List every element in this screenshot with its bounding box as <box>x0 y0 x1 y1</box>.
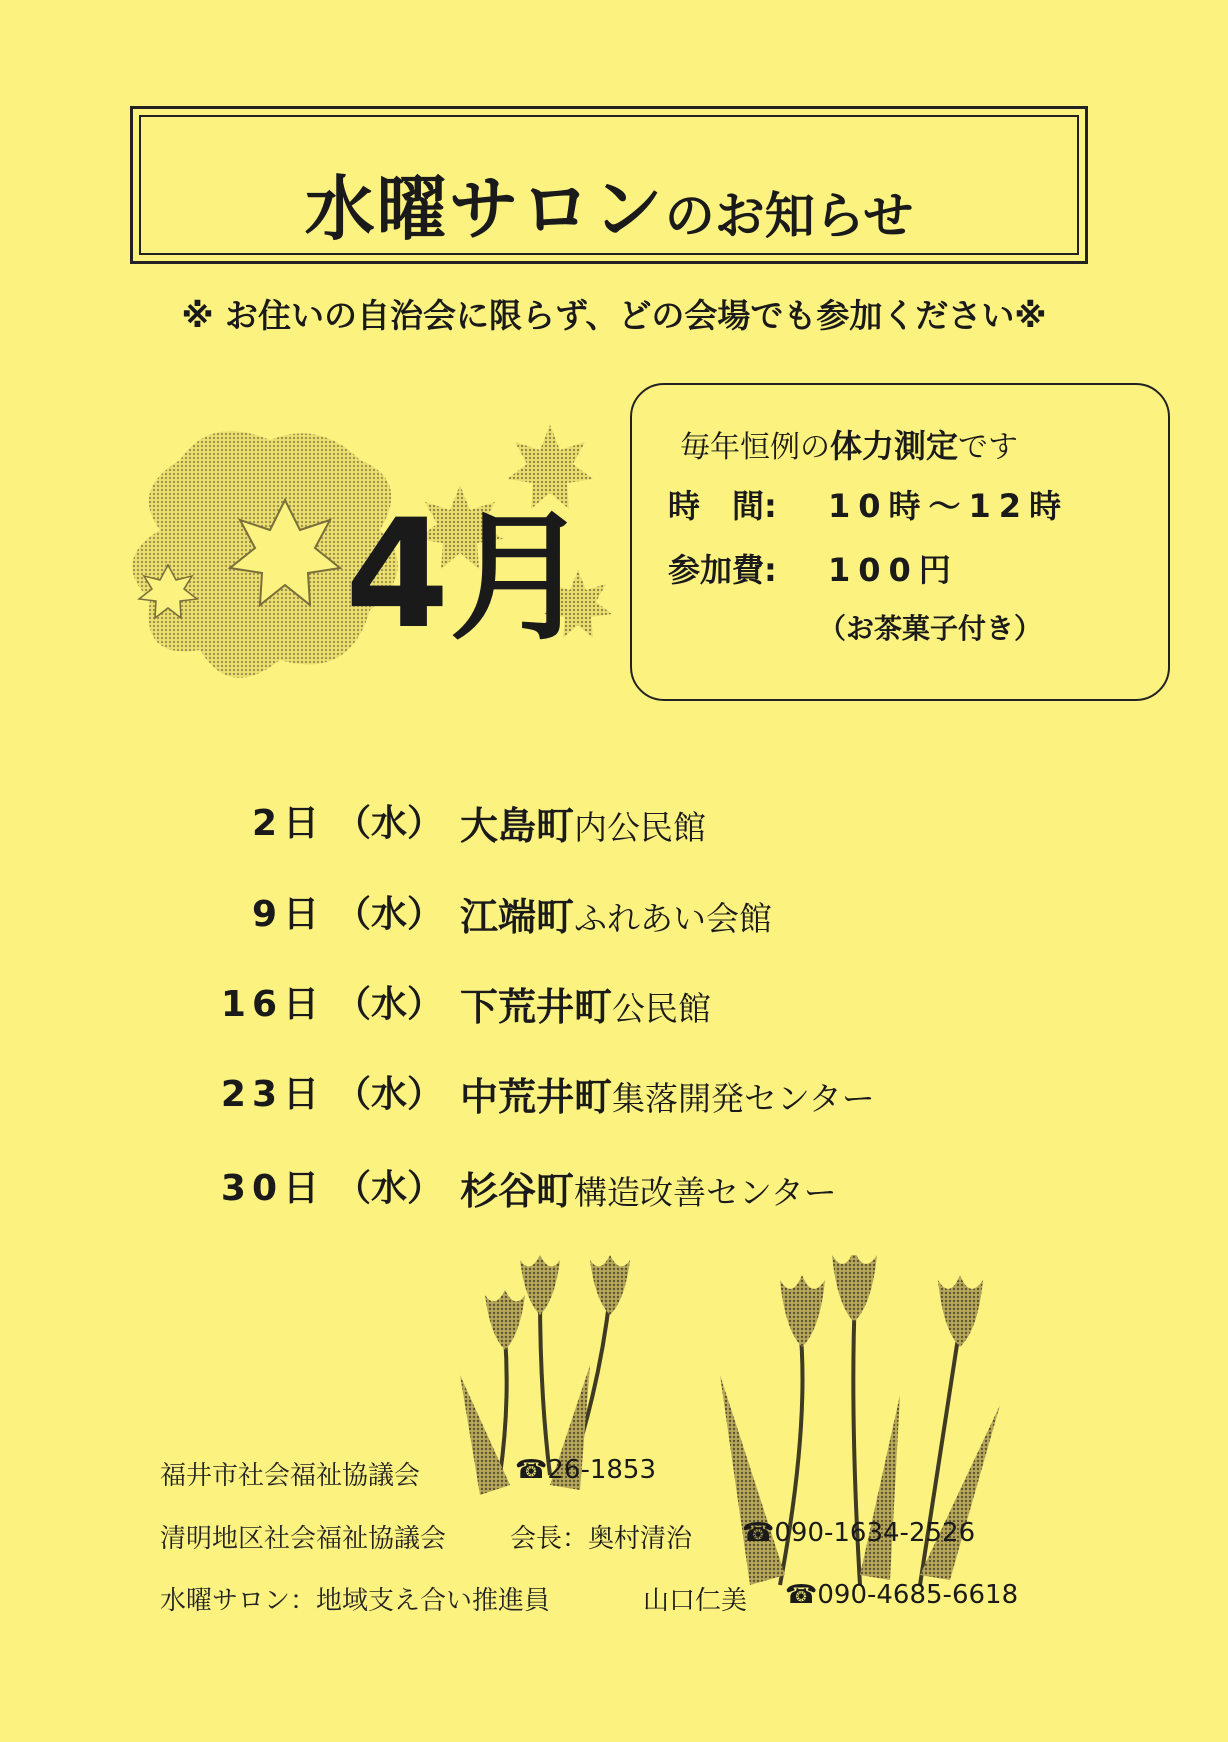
tulip-illustration <box>440 1255 1040 1615</box>
schedule-date: 23日 <box>220 1074 325 1115</box>
schedule-dow: （水） <box>335 894 444 935</box>
info-intro-bold: 体力測定 <box>830 427 959 465</box>
schedule-place <box>460 1160 837 1215</box>
month-label <box>345 488 590 662</box>
schedule-place <box>460 1066 875 1121</box>
fee-label: 参加費: <box>668 551 777 589</box>
place-main: 杉谷町 <box>460 1169 575 1213</box>
place-rest: 構造改善センター <box>574 1173 837 1212</box>
schedule-place <box>460 795 706 850</box>
time-value: 10時～12時 <box>828 487 1070 525</box>
schedule-place <box>460 976 711 1031</box>
subtitle: ※ お住いの自治会に限らず、どの会場でも参加ください※ <box>181 296 1047 335</box>
schedule-date: 30日 <box>220 1168 325 1209</box>
fee-value: 100円 <box>828 551 959 589</box>
title-main: 水曜サロン <box>304 168 665 250</box>
schedule-dow: （水） <box>335 984 444 1025</box>
place-rest: 集落開発センター <box>612 1079 875 1118</box>
schedule-dow: （水） <box>335 1074 444 1115</box>
info-intro-post: です <box>958 430 1019 465</box>
title-suffix: のお知らせ <box>664 187 914 245</box>
info-intro <box>680 421 1018 467</box>
place-rest: ふれあい会館 <box>574 899 773 938</box>
footer-phone-2: ☎090-1634-2526 <box>742 1518 976 1548</box>
footer-org-2: 清明地区社会福祉協議会 <box>160 1524 447 1554</box>
time-label: 時 間: <box>668 487 777 525</box>
month-unit: 月 <box>449 497 590 660</box>
schedule-date: 2日 <box>251 803 325 844</box>
footer-phone-1: ☎26-1853 <box>515 1455 657 1485</box>
fee-note: （お茶菓子付き） <box>818 612 1043 645</box>
place-rest: 公民館 <box>612 989 712 1028</box>
footer-contact-2: 会長：奥村清治 <box>510 1524 693 1554</box>
schedule-date: 9日 <box>251 894 325 935</box>
place-main: 中荒井町 <box>460 1075 613 1119</box>
place-main: 下荒井町 <box>460 985 613 1029</box>
place-rest: 内公民館 <box>574 808 707 847</box>
title-box <box>130 106 1088 264</box>
schedule-place <box>460 886 772 941</box>
place-main: 大島町 <box>460 804 575 848</box>
footer-org-1: 福井市社会福祉協議会 <box>160 1461 421 1491</box>
schedule-dow: （水） <box>335 803 444 844</box>
page-title <box>133 153 1085 254</box>
footer-phone-3: ☎090-4685-6618 <box>785 1580 1019 1610</box>
info-box <box>630 383 1170 701</box>
schedule-dow: （水） <box>335 1168 444 1209</box>
footer-org-3: 水曜サロン：地域支え合い推進員 <box>160 1586 551 1616</box>
month-number: 4 <box>345 488 450 662</box>
footer-contact-3: 山口仁美 <box>643 1586 748 1616</box>
schedule-date: 16日 <box>220 984 325 1025</box>
info-intro-pre: 毎年恒例の <box>680 430 830 465</box>
place-main: 江端町 <box>460 895 575 939</box>
